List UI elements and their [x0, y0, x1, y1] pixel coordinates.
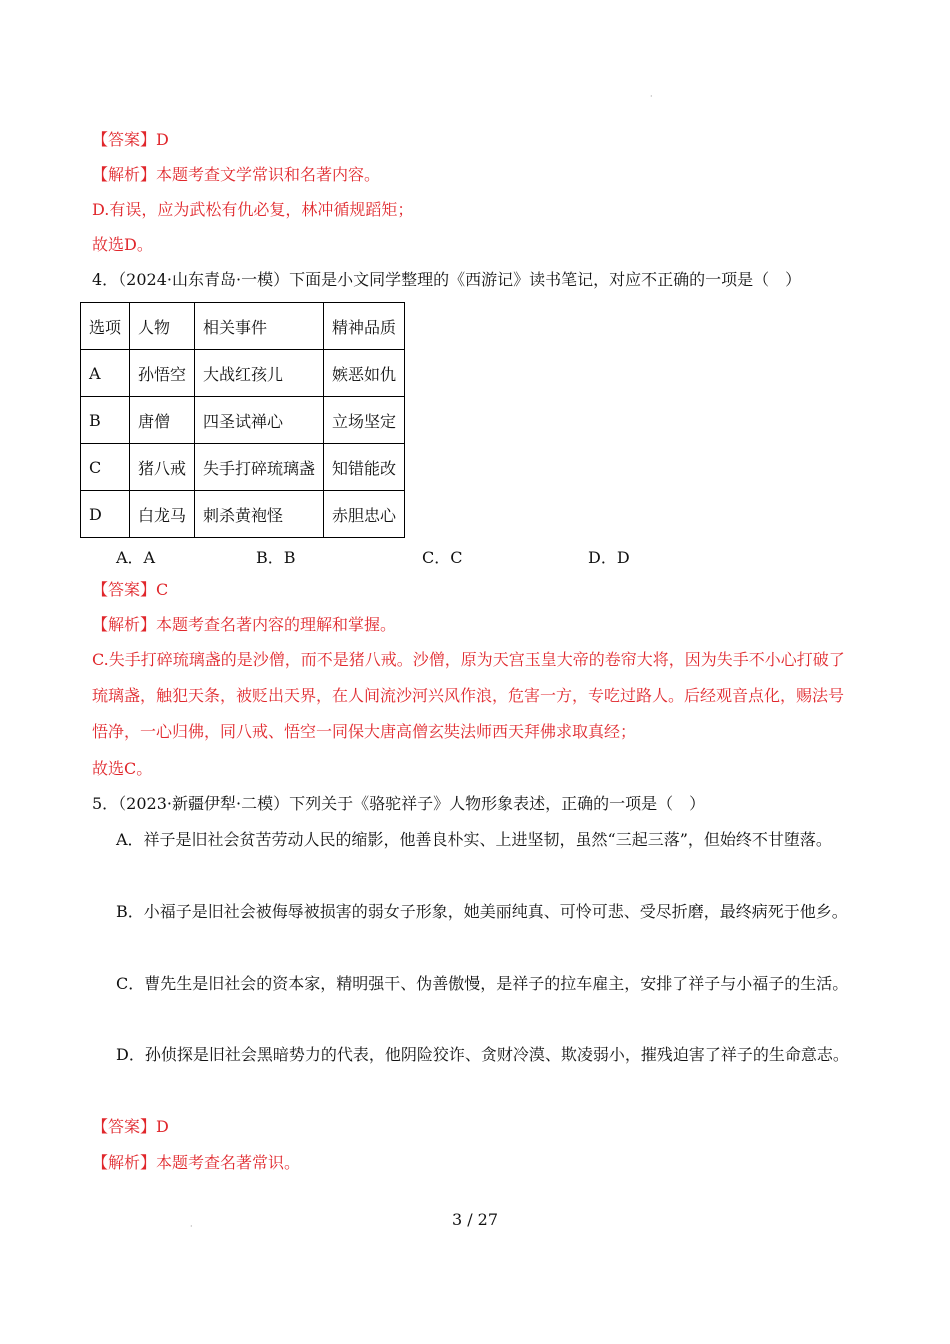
q4-analysis: 【解析】本题考查名著内容的理解和掌握。 [92, 615, 397, 634]
table-row [81, 444, 405, 491]
q5-option-d: D．孙侦探是旧社会黑暗势力的代表，他阴险狡诈、贪财冷漠、欺凌弱小，摧残迫害了祥子的生命意志。 [116, 1045, 849, 1064]
q5-option-c: C．曹先生是旧社会的资本家，精明强干、伪善傲慢，是祥子的拉车雇主，安排了祥子与小福子的生活。 [116, 974, 849, 993]
q5-analysis: 【解析】本题考查名著常识。 [92, 1153, 301, 1172]
choice-b: B．B [256, 548, 296, 567]
q3-analysis: 【解析】本题考查文学常识和名著内容。 [92, 165, 381, 184]
table-cell: 立场坚定 [324, 397, 405, 444]
q3-answer: 【答案】D [92, 130, 169, 149]
q3-conclusion: 故选D。 [92, 235, 153, 254]
table-header-row [81, 303, 405, 350]
table-header-cell: 人物 [130, 303, 195, 350]
table-cell: D [81, 491, 130, 538]
table-cell: 孙悟空 [130, 350, 195, 397]
table-row [81, 397, 405, 444]
table-cell: A [81, 350, 130, 397]
choice-c: C．C [422, 548, 463, 567]
q5-answer: 【答案】D [92, 1117, 169, 1136]
table-cell: 白龙马 [130, 491, 195, 538]
scan-dot: · [650, 92, 653, 101]
choice-d: D．D [588, 548, 630, 567]
table-cell: 赤胆忠心 [324, 491, 405, 538]
q3-detail: D.有误，应为武松有仇必复，林冲循规蹈矩； [92, 200, 414, 219]
table-cell: 四圣试禅心 [195, 397, 324, 444]
q5-stem: 5．（2023·新疆伊犁·二模）下列关于《骆驼祥子》人物形象表述，正确的一项是（ ） [92, 794, 706, 813]
table-row [81, 491, 405, 538]
q4-choices [0, 545, 950, 565]
table-cell: 知错能改 [324, 444, 405, 491]
choice-a: A．A [116, 548, 156, 567]
q5-option-a: A．祥子是旧社会贫苦劳动人民的缩影，他善良朴实、上进坚韧，虽然“三起三落”，但始终不甘堕落。 [116, 830, 832, 849]
q5-option-b: B．小福子是旧社会被侮辱被损害的弱女子形象，她美丽纯真、可怜可悲、受尽折磨，最终病死于他乡。 [116, 902, 848, 921]
table-cell: 失手打碎琉璃盏 [195, 444, 324, 491]
table-cell: 刺杀黄袍怪 [195, 491, 324, 538]
table-cell: 嫉恶如仇 [324, 350, 405, 397]
table-cell: B [81, 397, 130, 444]
reading-notes-table [80, 302, 405, 538]
table-header-cell: 精神品质 [324, 303, 405, 350]
table-cell: C [81, 444, 130, 491]
table-cell: 猪八戒 [130, 444, 195, 491]
q4-conclusion: 故选C。 [92, 759, 153, 778]
q4-stem: 4．（2024·山东青岛·一模）下面是小文同学整理的《西游记》读书笔记，对应不正确的一项是（ ） [92, 270, 802, 289]
table-cell: 大战红孩儿 [195, 350, 324, 397]
page-number: 3 / 27 [451, 1210, 499, 1229]
table-header-cell: 相关事件 [195, 303, 324, 350]
q4-answer: 【答案】C [92, 580, 169, 599]
table-row [81, 350, 405, 397]
table-header-cell: 选项 [81, 303, 130, 350]
scan-dot: · [190, 1222, 193, 1231]
table-cell: 唐僧 [130, 397, 195, 444]
q4-detail: C.失手打碎琉璃盏的是沙僧，而不是猪八戒。沙僧，原为天宫玉皇大帝的卷帘大将，因为失手不小心打破了琉璃盏，触犯天条，被贬出天界，在人间流沙河兴风作浪，危害一方，专吃过路人。后经观音点化，赐法号悟净，一心归佛，同八戒、悟空一同保大唐高僧玄奘法师西天拜佛求取真经； [92, 650, 845, 741]
